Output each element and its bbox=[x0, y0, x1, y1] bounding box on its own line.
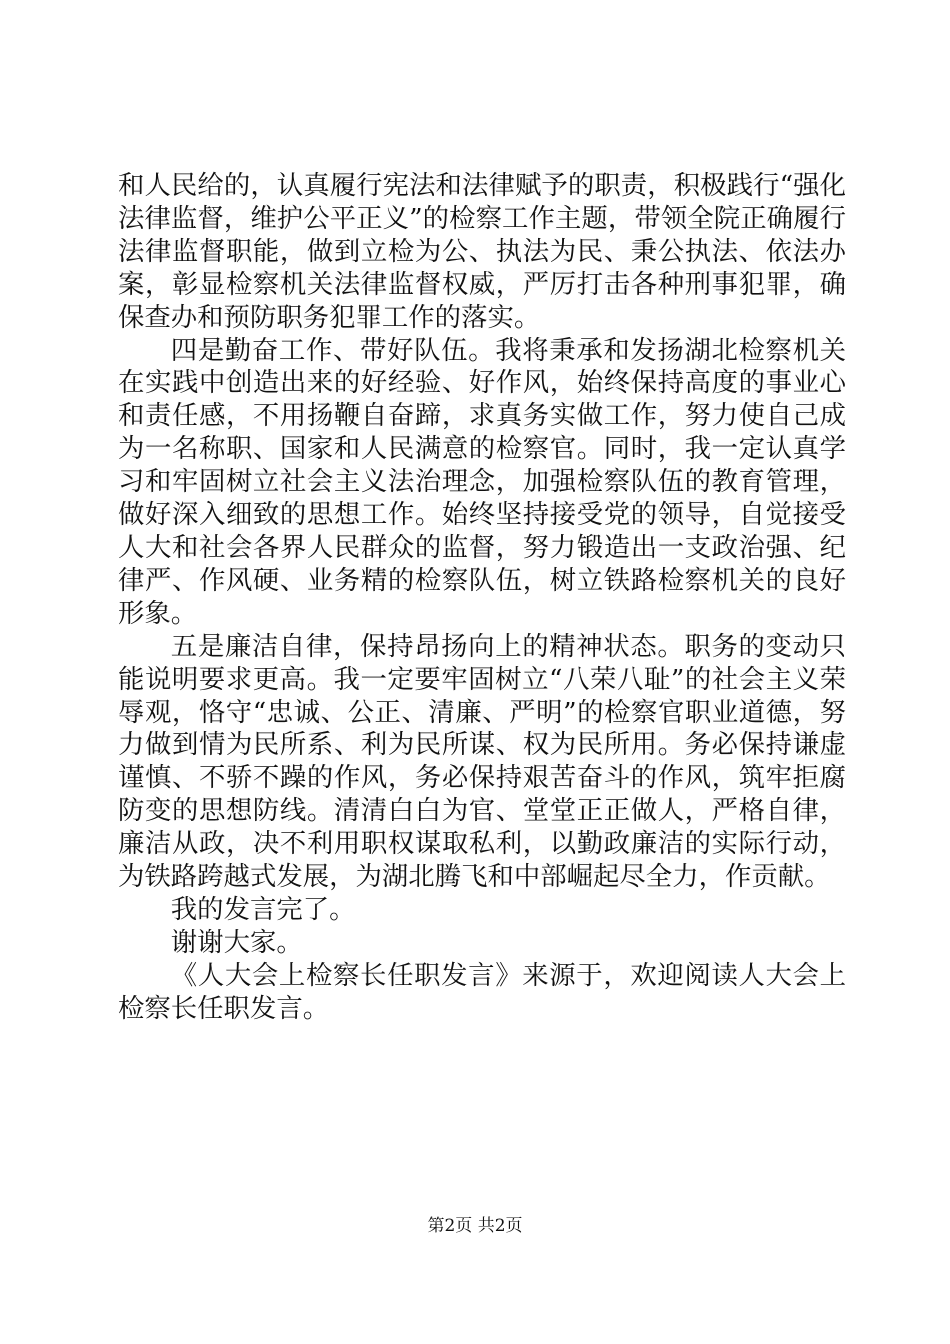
page-footer: 第2页 共2页 bbox=[427, 1216, 523, 1236]
paragraph-source-note: 《人大会上检察长任职发言》来源于，欢迎阅读人大会上检察长任职发言。 bbox=[118, 959, 846, 1024]
paragraph-point-five: 五是廉洁自律，保持昂扬向上的精神状态。职务的变动只能说明要求更高。我一定要牢固树立“八荣八耻”的社会主义荣辱观，恪守“忠诚、公正、清廉、严明”的检察官职业道德，努力做到情为民所系、利为民所谋、权为民所用。务必保持谦虚谨慎、不骄不躁的作风，务必保持艰苦奋斗的作风，筑牢拒腐防变的思想防线。清清白白为官、堂堂正正做人，严格自律，廉洁从政，决不利用职权谋取私利，以勤政廉洁的实际行动，为铁路跨越式发展，为湖北腾飞和中部崛起尽全力，作贡献。 bbox=[118, 630, 846, 893]
paragraph-point-four: 四是勤奋工作、带好队伍。我将秉承和发扬湖北检察机关在实践中创造出来的好经验、好作风，始终保持高度的事业心和责任感，不用扬鞭自奋蹄，求真务实做工作，努力使自己成为一名称职、国家和人民满意的检察官。同时，我一定认真学习和牢固树立社会主义法治理念，加强检察队伍的教育管理，做好深入细致的思想工作。始终坚持接受党的领导，自觉接受人大和社会各界人民群众的监督，努力锻造出一支政治强、纪律严、作风硬、业务精的检察队伍，树立铁路检察机关的良好形象。 bbox=[118, 334, 846, 629]
paragraph-closing: 我的发言完了。 bbox=[170, 893, 356, 925]
paragraph-continuation: 和人民给的，认真履行宪法和法律赋予的职责，积极践行“强化法律监督，维护公平正义”的检察工作主题，带领全院正确履行法律监督职能，做到立检为公、执法为民、秉公执法、依法办案，彰显检察机关法律监督权威，严厉打击各种刑事犯罪，确保查办和预防职务犯罪工作的落实。 bbox=[118, 170, 846, 333]
document-body bbox=[118, 170, 846, 1026]
paragraph-thanks: 谢谢大家。 bbox=[170, 926, 303, 958]
